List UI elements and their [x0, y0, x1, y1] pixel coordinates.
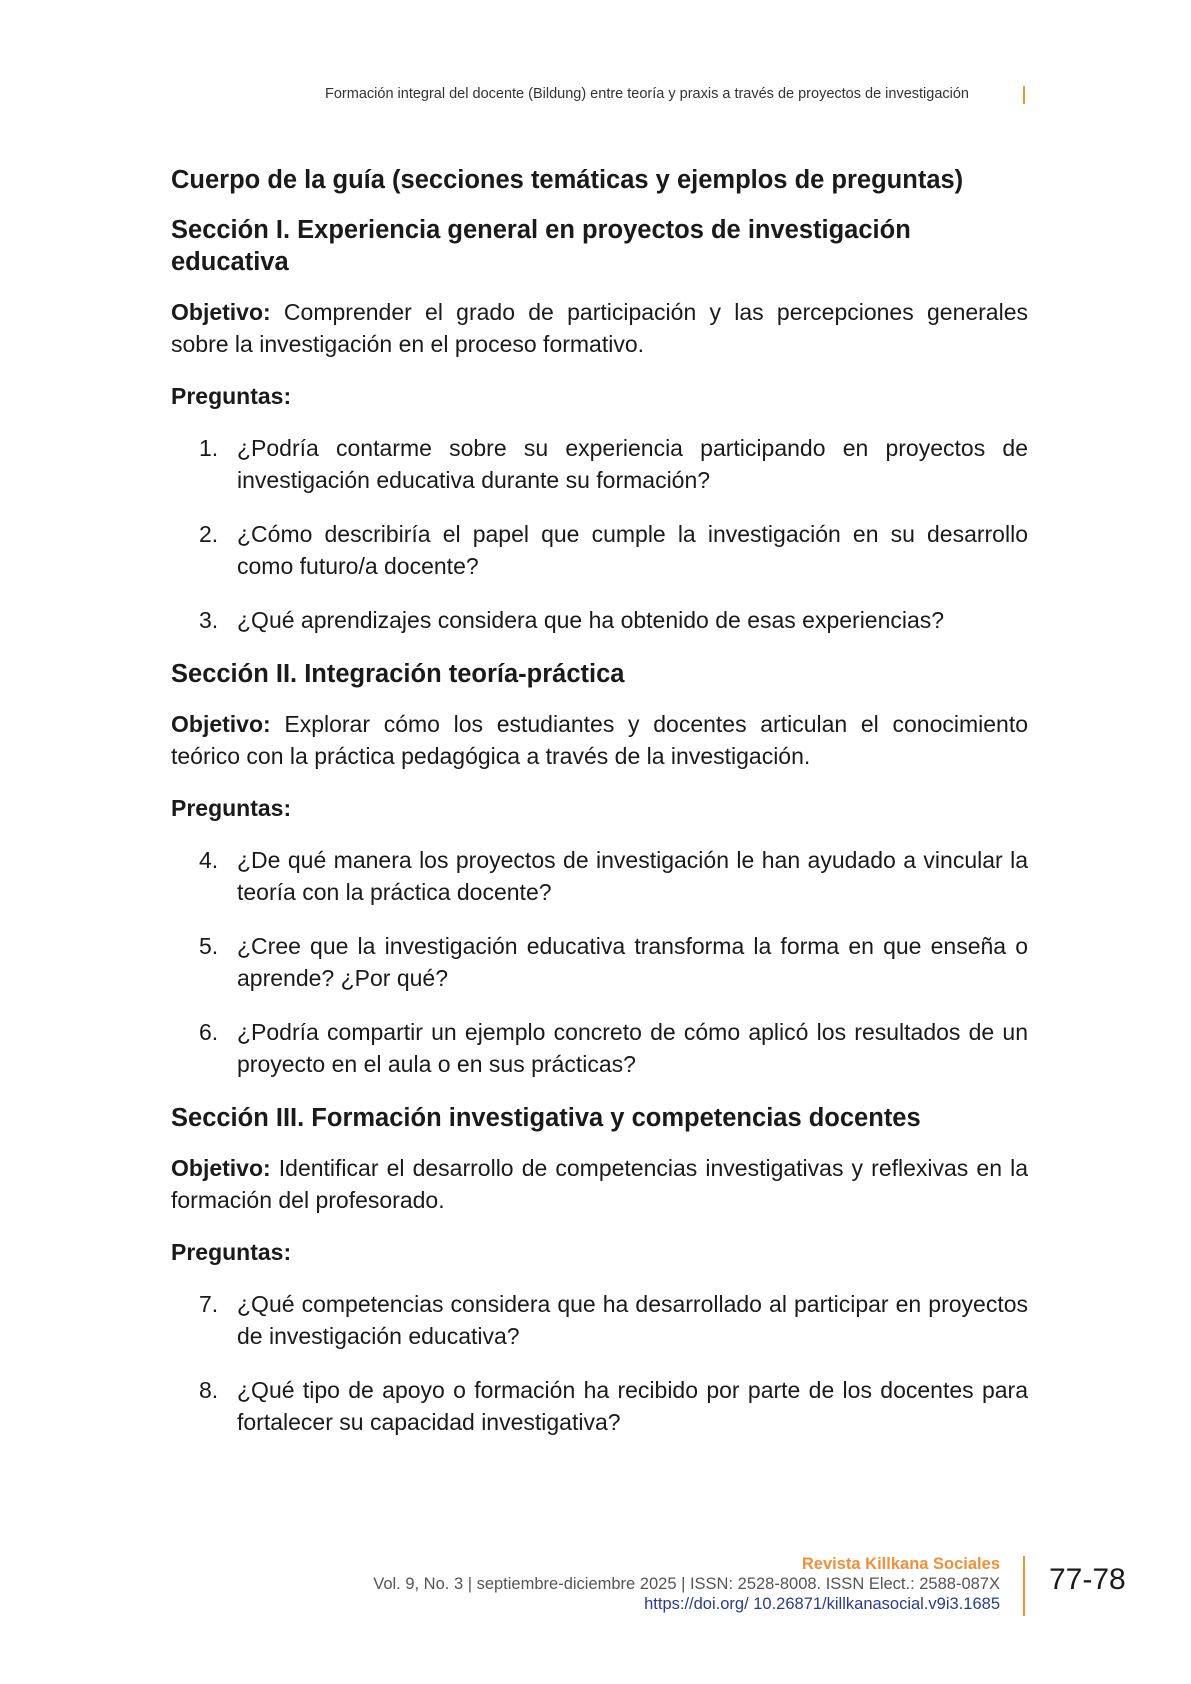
objective-label: Objetivo: [171, 1155, 271, 1181]
question-text: ¿Qué tipo de apoyo o formación ha recibido por parte de los docentes para fortalecer su capacidad investigativa? [237, 1377, 1028, 1435]
doi-link[interactable]: https://doi.org/ 10.26871/killkanasocial.v9i3.1685 [644, 1595, 1000, 1613]
question-list [171, 844, 1028, 1080]
objective-label: Objetivo: [171, 711, 271, 737]
journal-name: Revista Killkana Sociales [801, 1555, 1000, 1573]
question-item [171, 432, 1028, 496]
section-2 [171, 658, 1028, 1080]
section-title: Sección I. Experiencia general en proyectos de investigación educativa [171, 216, 911, 276]
question-item [171, 930, 1028, 994]
question-item [171, 1288, 1028, 1352]
question-number: 1. [199, 435, 219, 461]
question-number: 8. [199, 1377, 219, 1403]
question-text: ¿Qué competencias considera que ha desarrollado al participar en proyectos de investigación educativa? [237, 1291, 1028, 1349]
footer-divider [1023, 1556, 1025, 1616]
question-text: ¿Podría contarme sobre su experiencia participando en proyectos de investigación educativa durante su formación? [237, 435, 1028, 493]
question-item [171, 844, 1028, 908]
objective-paragraph [171, 1152, 1028, 1216]
question-number: 6. [199, 1019, 219, 1045]
question-number: 3. [199, 607, 219, 633]
section-title: Sección III. Formación investigativa y competencias docentes [171, 1104, 921, 1132]
running-head: Formación integral del docente (Bildung) entre teoría y praxis a través de proyectos de investigación [325, 86, 969, 102]
article-body [171, 164, 1028, 1460]
question-number: 4. [199, 847, 219, 873]
main-heading: Cuerpo de la guía (secciones temáticas y ejemplos de preguntas) [171, 166, 964, 194]
question-text: ¿De qué manera los proyectos de investigación le han ayudado a vincular la teoría con la práctica docente? [237, 847, 1028, 905]
objective-text: Identificar el desarrollo de competencias investigativas y reflexivas en la formación del profesorado. [171, 1155, 1028, 1213]
question-item [171, 518, 1028, 582]
question-text: ¿Cómo describiría el papel que cumple la investigación en su desarrollo como futuro/a docente? [237, 521, 1028, 579]
objective-paragraph [171, 708, 1028, 772]
running-head-divider [1023, 86, 1025, 104]
question-text: ¿Cree que la investigación educativa transforma la forma en que enseña o aprende? ¿Por qué? [237, 933, 1028, 991]
question-number: 5. [199, 933, 219, 959]
volume-issn-line: Vol. 9, No. 3 | septiembre-diciembre 2025 | ISSN: 2528-8008. ISSN Elect.: 2588-087X [373, 1575, 1000, 1593]
objective-text: Comprender el grado de participación y las percepciones generales sobre la investigación en el proceso formativo. [171, 299, 1028, 357]
questions-label: Preguntas: [171, 383, 292, 409]
section-3 [171, 1102, 1028, 1438]
question-item [171, 1374, 1028, 1438]
objective-label: Objetivo: [171, 299, 271, 325]
question-number: 7. [199, 1291, 219, 1317]
footer-citation [373, 1554, 1000, 1614]
questions-label: Preguntas: [171, 1239, 292, 1265]
section-1 [171, 214, 1028, 636]
objective-text: Explorar cómo los estudiantes y docentes articulan el conocimiento teórico con la práctica pedagógica a través de la investigación. [171, 711, 1028, 769]
question-list [171, 1288, 1028, 1438]
objective-paragraph [171, 296, 1028, 360]
question-number: 2. [199, 521, 219, 547]
question-text: ¿Podría compartir un ejemplo concreto de cómo aplicó los resultados de un proyecto en el aula o en sus prácticas? [237, 1019, 1028, 1077]
question-item [171, 604, 1028, 636]
questions-label: Preguntas: [171, 795, 292, 821]
question-list [171, 432, 1028, 636]
page-number: 77-78 [1049, 1563, 1126, 1596]
question-item [171, 1016, 1028, 1080]
section-title: Sección II. Integración teoría-práctica [171, 660, 625, 688]
question-text: ¿Qué aprendizajes considera que ha obtenido de esas experiencias? [237, 607, 945, 633]
